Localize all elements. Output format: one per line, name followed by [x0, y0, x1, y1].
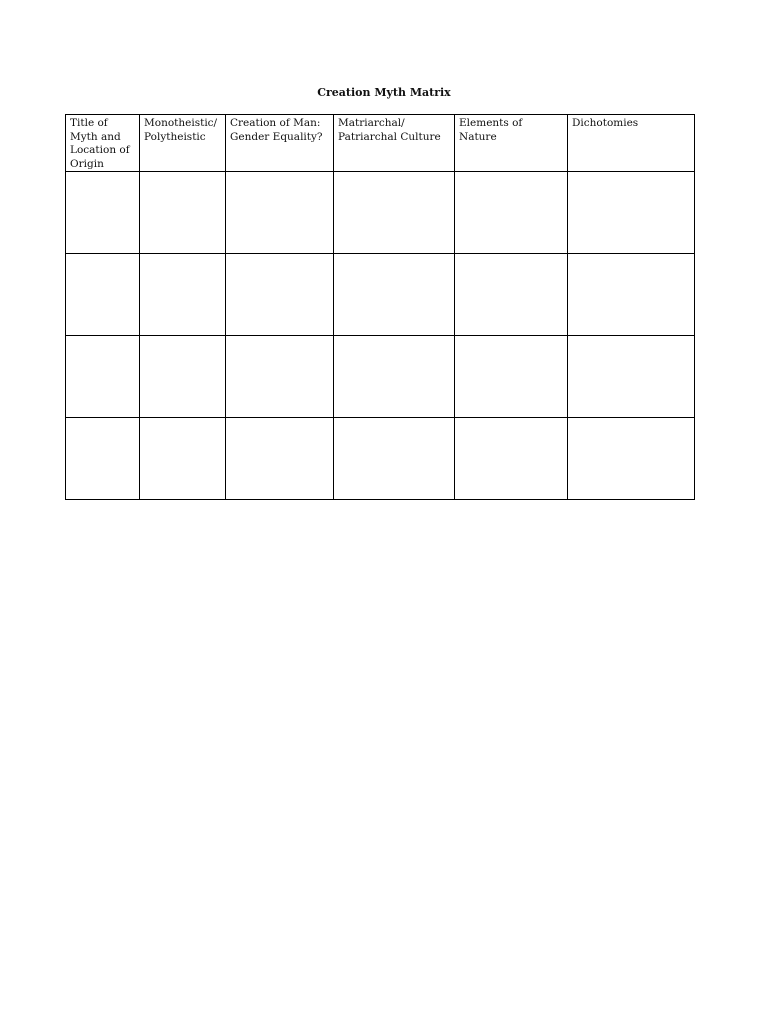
- header-label: Dichotomies: [572, 117, 639, 129]
- creation-myth-matrix-table: [65, 114, 695, 500]
- table-cell[interactable]: [455, 336, 568, 418]
- table-row: [66, 336, 695, 418]
- header-matriarchal-patriarchal: [334, 115, 455, 172]
- table-row: [66, 418, 695, 500]
- table-cell[interactable]: [334, 254, 455, 336]
- table-cell[interactable]: [226, 418, 334, 500]
- table-cell[interactable]: [568, 254, 695, 336]
- header-row: [66, 115, 695, 172]
- header-monotheistic-polytheistic: [140, 115, 226, 172]
- header-label: Title of Myth and Location of Origin: [70, 117, 130, 170]
- table-cell[interactable]: [140, 336, 226, 418]
- table-cell[interactable]: [568, 336, 695, 418]
- header-label: Elements of Nature: [459, 117, 523, 143]
- table-cell[interactable]: [334, 418, 455, 500]
- header-label: Matriarchal/ Patriarchal Culture: [338, 117, 441, 143]
- table-cell[interactable]: [455, 254, 568, 336]
- table-cell[interactable]: [66, 336, 140, 418]
- table-row: [66, 254, 695, 336]
- header-elements-of-nature: [455, 115, 568, 172]
- header-creation-of-man: [226, 115, 334, 172]
- table-cell[interactable]: [334, 172, 455, 254]
- table-cell[interactable]: [334, 336, 455, 418]
- table-cell[interactable]: [140, 418, 226, 500]
- header-label: Monotheistic/ Polytheistic: [144, 117, 218, 143]
- table-cell[interactable]: [66, 418, 140, 500]
- table-cell[interactable]: [66, 254, 140, 336]
- table-cell[interactable]: [455, 172, 568, 254]
- table-cell[interactable]: [226, 336, 334, 418]
- header-label: Creation of Man: Gender Equality?: [230, 117, 323, 143]
- header-dichotomies: [568, 115, 695, 172]
- table-cell[interactable]: [226, 254, 334, 336]
- table-cell[interactable]: [140, 254, 226, 336]
- header-title-location: [66, 115, 140, 172]
- table-cell[interactable]: [568, 418, 695, 500]
- table-cell[interactable]: [568, 172, 695, 254]
- table-cell[interactable]: [455, 418, 568, 500]
- table-cell[interactable]: [140, 172, 226, 254]
- page-title: Creation Myth Matrix: [317, 86, 451, 99]
- table-cell[interactable]: [66, 172, 140, 254]
- table-cell[interactable]: [226, 172, 334, 254]
- table-row: [66, 172, 695, 254]
